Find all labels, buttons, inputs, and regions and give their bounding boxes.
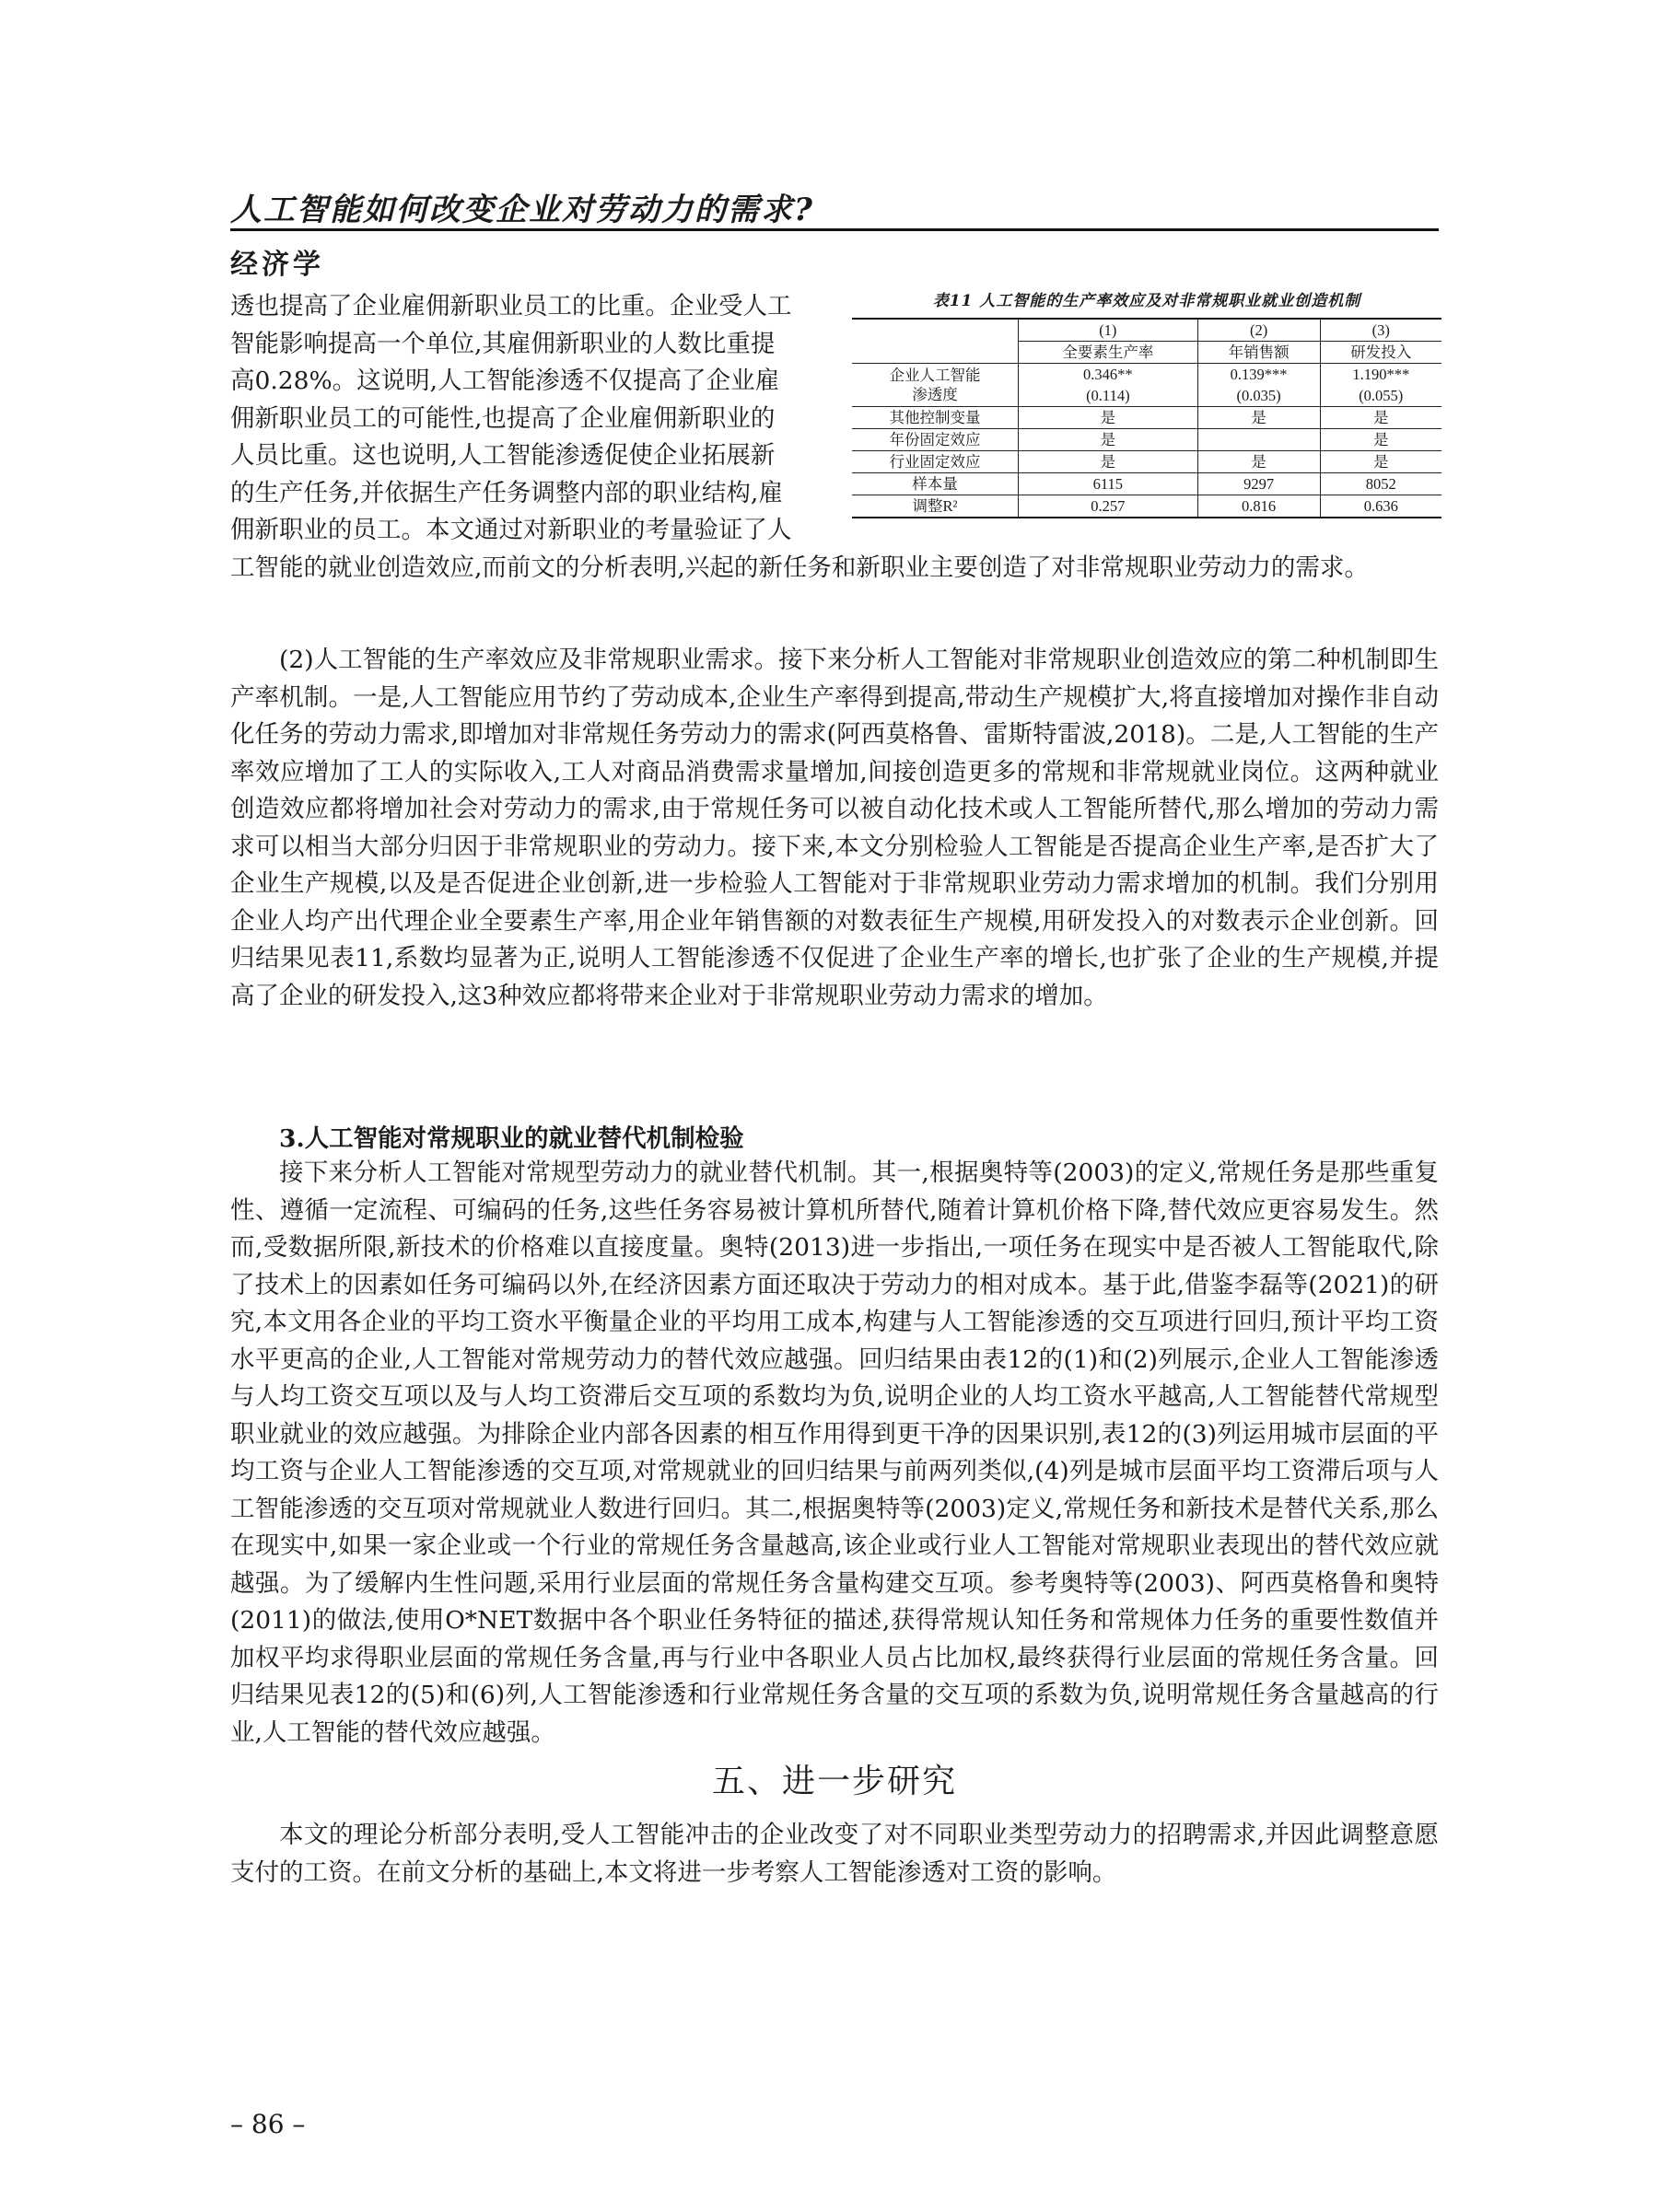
table-cell: 1.190*** (1320, 364, 1441, 386)
intro-paragraph-continued: 工智能的就业创造效应,而前文的分析表明,兴起的新任务和新职业主要创造了对非常规职业劳动力的需求。 (230, 553, 1369, 582)
table-row (852, 429, 1441, 451)
table-cell: (0.035) (1197, 385, 1320, 407)
table-cell: 0.139*** (1197, 364, 1320, 386)
table-cell: 0.636 (1320, 495, 1441, 518)
table-col-header: 年销售额 (1197, 342, 1320, 364)
table-row-label: 样本量 (852, 473, 1019, 495)
table-row-label: 调整R² (852, 495, 1019, 518)
table-corner (852, 319, 1019, 364)
table-col-number: (2) (1197, 319, 1320, 342)
header-rule (230, 228, 1439, 231)
table-row (852, 495, 1441, 518)
table-row (852, 407, 1441, 429)
table-row-label: 年份固定效应 (852, 429, 1019, 451)
subheading-routine-substitution: 3.人工智能对常规职业的就业替代机制检验 (279, 1124, 744, 1153)
further-paragraph-block (230, 1817, 1439, 1892)
running-header-section: 经济学 (230, 249, 324, 281)
table-cell: 9297 (1197, 473, 1320, 495)
table-row-label: 行业固定效应 (852, 451, 1019, 473)
table-cell: 0.816 (1197, 495, 1320, 518)
table-cell: 6115 (1019, 473, 1198, 495)
table-row-label: 其他控制变量 (852, 407, 1019, 429)
table-cell: 是 (1019, 429, 1198, 451)
table-11-caption: 表11 人工智能的生产率效应及对非常规职业就业创造机制 (932, 292, 1361, 310)
table-row-label (852, 364, 1019, 407)
productivity-paragraph-block (230, 642, 1439, 1015)
table-cell: 8052 (1320, 473, 1441, 495)
table-cell: 0.346** (1019, 364, 1198, 386)
table-cell: 是 (1320, 429, 1441, 451)
productivity-paragraph: (2)人工智能的生产率效应及非常规职业需求。接下来分析人工智能对非常规职业创造效应的第二种机制即生产率机制。一是,人工智能应用节约了劳动成本,企业生产率得到提高,带动生产规模扩大,将直接增加对操作非自动化任务的劳动力需求,即增加对非常规任务劳动力的需求(阿西莫格鲁、雷斯特雷波,2018)。二是,人工智能的生产率效应增加了工人的实际收入,工人对商品消费需求量增加,间接创造更多的常规和非常规就业岗位。这两种就业创造效应都将增加社会对劳动力的需求,由于常规任务可以被自动化技术或人工智能所替代,那么增加的劳动力需求可以相当大部分归因于非常规职业的劳动力。接下来,本文分别检验人工智能是否提高企业生产率,是否扩大了企业生产规模,以及是否促进企业创新,进一步检验人工智能对于非常规职业劳动力需求增加的机制。我们分别用企业人均产出代理企业全要素生产率,用企业年销售额的对数表征生产规模,用研发投入的对数表示企业创新。回归结果见表11,系数均显著为正,说明人工智能渗透不仅促进了企业生产率的增长,也扩张了企业的生产规模,并提高了企业的研发投入,这3种效应都将带来企业对于非常规职业劳动力需求的增加。 (230, 646, 1439, 1010)
running-header-title: 人工智能如何改变企业对劳动力的需求? (230, 192, 814, 228)
table-row (852, 473, 1441, 495)
table-row (852, 364, 1441, 386)
table-col-number: (3) (1320, 319, 1441, 342)
table-cell: 是 (1197, 407, 1320, 429)
table-cell: 是 (1019, 451, 1198, 473)
substitution-paragraph-block (230, 1155, 1439, 1752)
table-row (852, 319, 1441, 342)
substitution-paragraph: 接下来分析人工智能对常规型劳动力的就业替代机制。其一,根据奥特等(2003)的定义,常规任务是那些重复性、遵循一定流程、可编码的任务,这些任务容易被计算机所替代,随着计算机价格下降,替代效应更容易发生。然而,受数据所限,新技术的价格难以直接度量。奥特(2013)进一步指出,一项任务在现实中是否被人工智能取代,除了技术上的因素如任务可编码以外,在经济因素方面还取决于劳动力的相对成本。基于此,借鉴李磊等(2021)的研究,本文用各企业的平均工资水平衡量企业的平均用工成本,构建与人工智能渗透的交互项进行回归,预计平均工资水平更高的企业,人工智能对常规劳动力的替代效应越强。回归结果由表12的(1)和(2)列展示,企业人工智能渗透与人均工资交互项以及与人均工资滞后交互项的系数均为负,说明企业的人均工资水平越高,人工智能替代常规型职业就业的效应越强。为排除企业内部各因素的相互作用得到更干净的因果识别,表12的(3)列运用城市层面的平均工资与企业人工智能渗透的交互项,对常规就业的回归结果与前两列类似,(4)列是城市层面平均工资滞后项与人工智能渗透的交互项对常规就业人数进行回归。其二,根据奥特等(2003)定义,常规任务和新技术是替代关系,那么在现实中,如果一家企业或一个行业的常规任务含量越高,该企业或行业人工智能对常规职业表现出的替代效应就越强。为了缓解内生性问题,采用行业层面的常规任务含量构建交互项。参考奥特等(2003)、阿西莫格鲁和奥特(2011)的做法,使用O*NET数据中各个职业任务特征的描述,获得常规认知任务和常规体力任务的重要性数值并加权平均求得职业层面的常规任务含量,再与行业中各职业人员占比加权,最终获得行业层面的常规任务含量。回归结果见表12的(5)和(6)列,人工智能渗透和行业常规任务含量的交互项的系数为负,说明常规任务含量越高的行业,人工智能的替代效应越强。 (230, 1158, 1439, 1747)
row-label-line: 企业人工智能 (889, 367, 981, 384)
table-cell: 0.257 (1019, 495, 1198, 518)
table-cell: 是 (1019, 407, 1198, 429)
table-cell: 是 (1197, 451, 1320, 473)
table-cell: (0.114) (1019, 385, 1198, 407)
intro-paragraph-full (230, 550, 1439, 588)
table-col-header: 全要素生产率 (1019, 342, 1198, 364)
table-cell: 是 (1320, 451, 1441, 473)
table-col-number: (1) (1019, 319, 1198, 342)
table-cell: 是 (1320, 407, 1441, 429)
further-research-paragraph: 本文的理论分析部分表明,受人工智能冲击的企业改变了对不同职业类型劳动力的招聘需求,并因此调整意愿支付的工资。在前文分析的基础上,本文将进一步考察人工智能渗透对工资的影响。 (230, 1821, 1439, 1887)
table-row (852, 451, 1441, 473)
table-cell: (0.055) (1320, 385, 1441, 407)
section-heading-further-research: 五、进一步研究 (711, 1763, 957, 1800)
row-label-line: 渗透度 (912, 386, 958, 403)
intro-paragraph-narrow: 透也提高了企业雇佣新职业员工的比重。企业受人工 智能影响提高一个单位,其雇佣新职业的人数比重提 高0.28%。这说明,人工智能渗透不仅提高了企业雇 佣新职业员工的可能性,也提高了企业雇佣新职业的 人员比重。这也说明,人工智能渗透促使企业拓展新 的生产任务,并依据生产任务调整内部的职业结构,雇 佣新职业的员工。本文通过对新职业的考量验证了人 (230, 292, 792, 544)
table-11 (852, 318, 1441, 518)
table-col-header: 研发投入 (1320, 342, 1441, 364)
page-number: – 86 – (230, 2109, 306, 2139)
table-cell (1197, 429, 1320, 451)
